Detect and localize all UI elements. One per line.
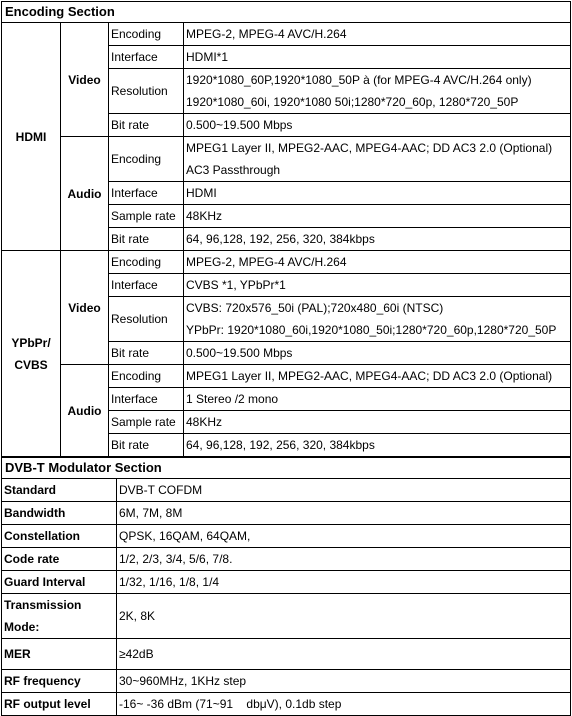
param-value [184, 342, 571, 365]
spec-row [2, 23, 571, 46]
param-value-line: 64, 96,128, 192, 256, 320, 384kbps [186, 438, 375, 452]
modulator-section-header-row [2, 458, 571, 479]
spec-row [2, 251, 571, 274]
modulator-section-title: DVB-T Modulator Section [2, 458, 571, 479]
encoding-table [1, 1, 571, 457]
param-value [184, 46, 571, 69]
modulator-param-value: -16~ -36 dBm (71~91 dbμV), 0.1db step [117, 693, 571, 716]
param-label: Bit rate [109, 114, 184, 137]
modulator-row [2, 479, 571, 502]
input-group-label-line: HDMI [15, 129, 47, 144]
param-value-line: 1920*1080_60P,1920*1080_50P à (for MPEG-4 AVC/H.264 only) [186, 73, 532, 87]
modulator-param-label-line: Constellation [4, 529, 81, 543]
modulator-row [2, 571, 571, 594]
param-value [184, 137, 571, 182]
param-value-line: AC3 Passthrough [186, 163, 281, 177]
param-label: Bit rate [109, 342, 184, 365]
param-value-line: YPbPr: 1920*1080_60i,1920*1080_50i;1280*720_60p,1280*720_50P [186, 323, 557, 337]
param-label: Bit rate [109, 228, 184, 251]
param-value [184, 69, 571, 114]
modulator-row [2, 502, 571, 525]
modulator-param-value: 6M, 7M, 8M [117, 502, 571, 525]
modulator-param-label [2, 525, 117, 548]
param-label: Interface [109, 46, 184, 69]
param-value-line: HDMI*1 [186, 50, 229, 64]
input-group-label [2, 23, 61, 251]
modulator-param-label-line: Code rate [4, 552, 60, 566]
stream-type-label: Video [61, 251, 109, 365]
param-value [184, 388, 571, 411]
param-value-line: 0.500~19.500 Mbps [186, 346, 293, 360]
stream-type-label: Audio [61, 365, 109, 457]
param-value [184, 434, 571, 457]
param-label: Interface [109, 388, 184, 411]
modulator-row [2, 639, 571, 670]
modulator-param-label [2, 639, 117, 670]
param-value [184, 23, 571, 46]
modulator-param-label-line: Bandwidth [4, 506, 66, 520]
modulator-param-value: 1/32, 1/16, 1/8, 1/4 [117, 571, 571, 594]
modulator-param-label [2, 693, 117, 716]
modulator-param-label [2, 479, 117, 502]
input-group-label-line: CVBS [14, 357, 48, 372]
param-value [184, 205, 571, 228]
param-value-line: 0.500~19.500 Mbps [186, 118, 293, 132]
modulator-row [2, 525, 571, 548]
modulator-param-value: 30~960MHz, 1KHz step [117, 670, 571, 693]
input-group-label-line: YPbPr/ [11, 335, 51, 350]
modulator-param-label-line: Mode: [4, 620, 40, 634]
modulator-param-label [2, 594, 117, 639]
param-label: Bit rate [109, 434, 184, 457]
modulator-row [2, 548, 571, 571]
modulator-param-label [2, 502, 117, 525]
param-value-line: MPEG1 Layer II, MPEG2-AAC, MPEG4-AAC; DD AC3 2.0 (Optional) [186, 369, 553, 383]
param-label: Interface [109, 274, 184, 297]
modulator-param-label [2, 670, 117, 693]
spec-sheet [1, 1, 570, 716]
param-value [184, 251, 571, 274]
param-value-line: 64, 96,128, 192, 256, 320, 384kbps [186, 232, 375, 246]
modulator-param-label-line: RF frequency [4, 674, 81, 688]
param-value [184, 228, 571, 251]
modulator-param-value: 1/2, 2/3, 3/4, 5/6, 7/8. [117, 548, 571, 571]
input-group-label [2, 251, 61, 457]
modulator-param-label [2, 571, 117, 594]
stream-type-label: Video [61, 23, 109, 137]
param-label: Resolution [109, 297, 184, 342]
modulator-row [2, 693, 571, 716]
param-value [184, 114, 571, 137]
param-label: Encoding [109, 23, 184, 46]
modulator-param-value: 2K, 8K [117, 594, 571, 639]
modulator-param-value: DVB-T COFDM [117, 479, 571, 502]
param-value-line: 1920*1080_60i, 1920*1080 50i;1280*720_60p, 1280*720_50P [186, 95, 519, 109]
modulator-param-label-line: Transmission [4, 598, 82, 612]
param-value-line: MPEG-2, MPEG-4 AVC/H.264 [186, 27, 347, 41]
modulator-param-label-line: MER [4, 647, 31, 661]
param-label: Resolution [109, 69, 184, 114]
param-value-line: CVBS: 720x576_50i (PAL);720x480_60i (NTSC) [186, 301, 444, 315]
modulator-table [1, 457, 571, 716]
param-value [184, 365, 571, 388]
param-value [184, 297, 571, 342]
param-label: Interface [109, 182, 184, 205]
param-value [184, 274, 571, 297]
encoding-section-header-row [2, 2, 571, 23]
modulator-param-value: QPSK, 16QAM, 64QAM, [117, 525, 571, 548]
modulator-param-label-line: Guard Interval [4, 575, 86, 589]
modulator-row [2, 670, 571, 693]
spec-row [2, 137, 571, 182]
param-value-line: 1 Stereo /2 mono [186, 392, 279, 406]
param-value-line: HDMI [186, 186, 217, 200]
param-label: Encoding [109, 251, 184, 274]
param-value-line: MPEG-2, MPEG-4 AVC/H.264 [186, 255, 347, 269]
spec-row [2, 365, 571, 388]
stream-type-label: Audio [61, 137, 109, 251]
param-value-line: CVBS *1, YPbPr*1 [186, 278, 286, 292]
encoding-section-title: Encoding Section [2, 2, 571, 23]
param-label: Encoding [109, 365, 184, 388]
param-label: Sample rate [109, 205, 184, 228]
param-value-line: MPEG1 Layer II, MPEG2-AAC, MPEG4-AAC; DD AC3 2.0 (Optional) [186, 141, 553, 155]
modulator-param-label-line: RF output level [4, 697, 91, 711]
modulator-param-label-line: Standard [4, 483, 57, 497]
modulator-param-label [2, 548, 117, 571]
param-value [184, 411, 571, 434]
modulator-row [2, 594, 571, 639]
param-label: Sample rate [109, 411, 184, 434]
param-value-line: 48KHz [186, 209, 223, 223]
param-label: Encoding [109, 137, 184, 182]
param-value-line: 48KHz [186, 415, 223, 429]
param-value [184, 182, 571, 205]
modulator-param-value: ≥42dB [117, 639, 571, 670]
